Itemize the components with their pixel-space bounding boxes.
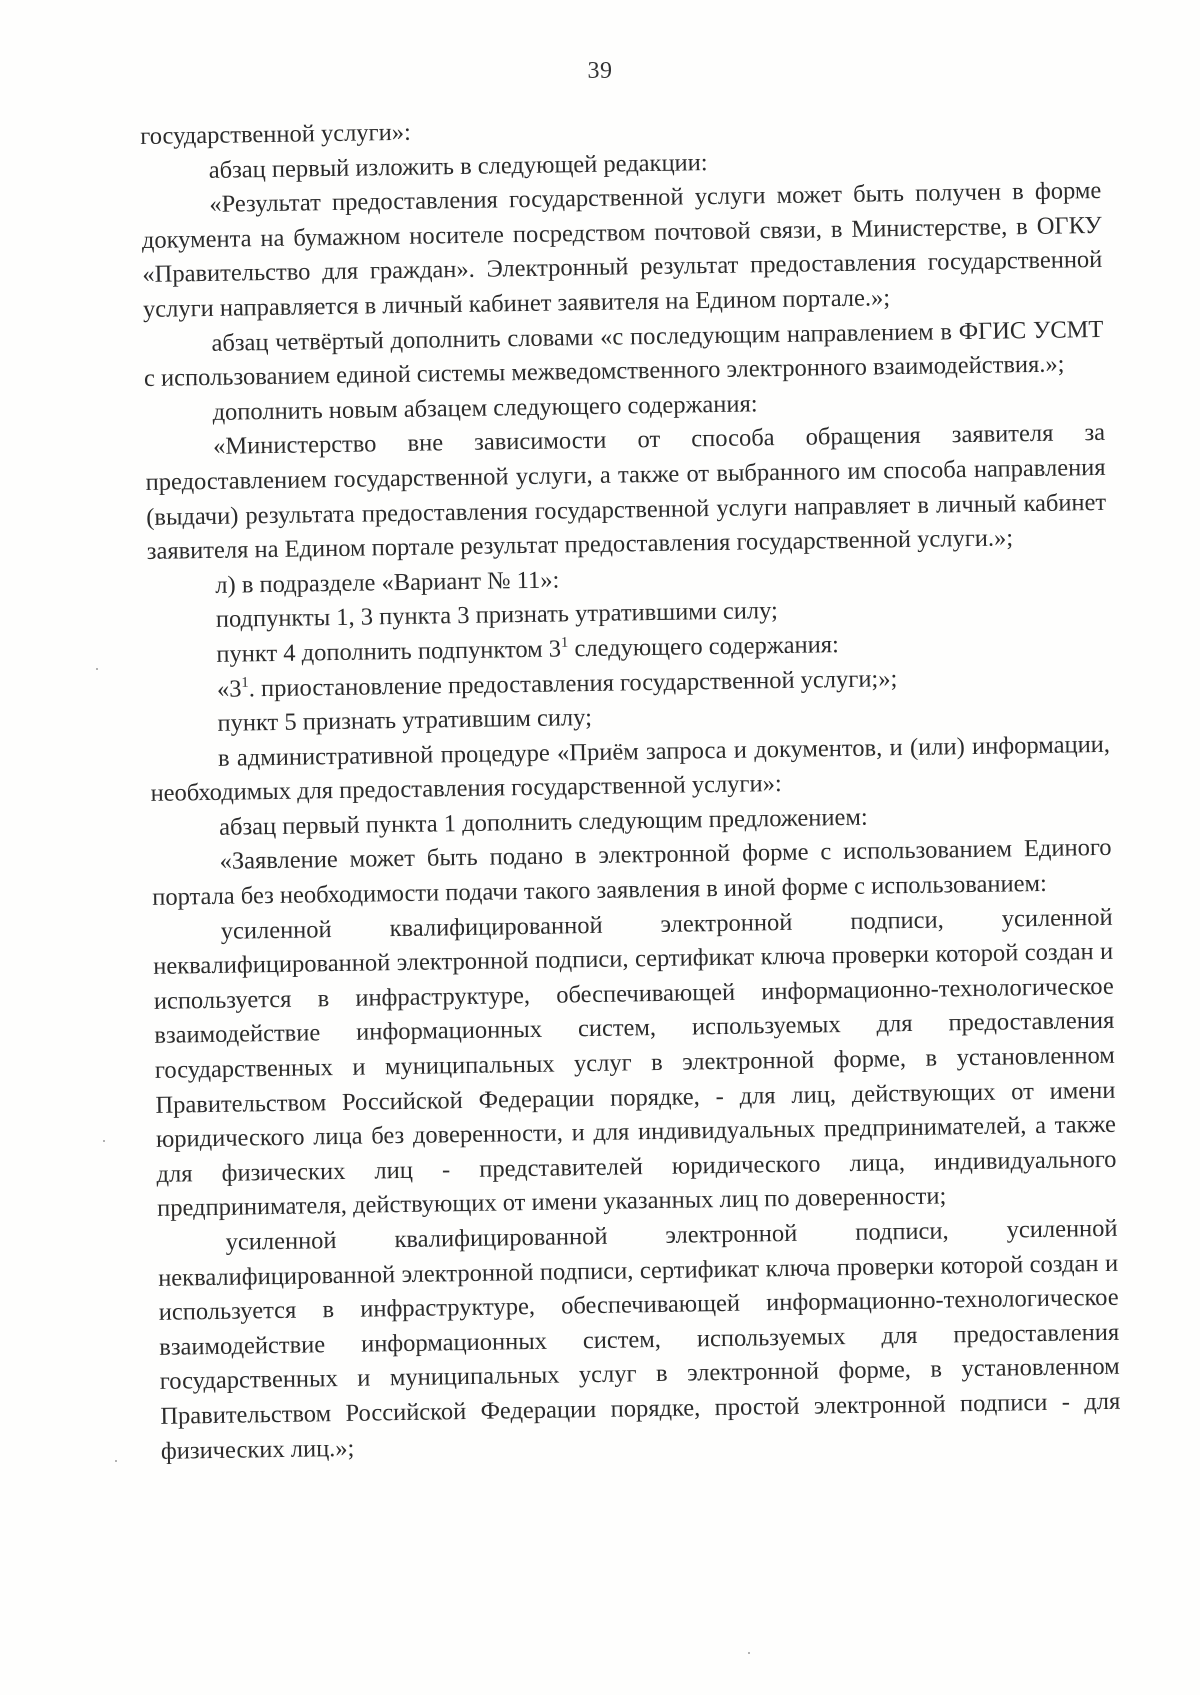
- paragraph: подпункты 1, 3 пункта 3 признать утратившими силу;: [215, 597, 779, 634]
- document-body: [140, 105, 1121, 1469]
- paragraph: абзац первый изложить в следующей редакции:: [208, 148, 708, 184]
- paragraph: абзац четвёртый дополнить словами «с последующим направлением в ФГИС УСМТ с использованием единой системы межведомственного электронного взаимодействия.»;: [143, 315, 1104, 393]
- scan-speck: [96, 668, 98, 670]
- paragraph: «Результат предоставления государственной услуги может быть получен в форме документа на бумажном носителе посредством почтовой связи, в Министерстве, в ОГКУ «Правительство для граждан». Электронный результат предоставления государственной услуги направляется в личный кабинет заявителя на Едином портале.»;: [141, 177, 1103, 323]
- paragraph: «Министерство вне зависимости от способа обращения заявителя за предоставлением государственной услуги, а также от выбранного им способа направления (выдачи) результата предоставления государственной услуги направляет в личный кабинет заявителя на Едином портале результат предоставления государственной услуги.»;: [145, 419, 1107, 566]
- text-run: «3: [216, 674, 242, 703]
- paragraph: усиленной квалифицированной электронной подписи, усиленной неквалифицированной электронной подписи, сертификат ключа проверки которой создан и используется в инфраструктуре, обеспечивающей информационно-технологическое взаимодействие информационных систем, используемых для предоставления государственных и муниципальных услуг в электронной форме, в установленном Правительством Российской Федерации порядке, простой электронной подписи - для физических лиц.»;: [157, 1214, 1121, 1465]
- paragraph: абзац первый пункта 1 дополнить следующим предложением:: [218, 803, 868, 841]
- text-run: следующего содержания:: [568, 630, 840, 663]
- paragraph: государственной услуги»:: [140, 118, 412, 150]
- paragraph: усиленной квалифицированной электронной подписи, усиленной неквалифицированной электронной подписи, сертификат ключа проверки которой создан и используется в инфраструктуре, обеспечивающей информационно-технологическое взаимодействие информационных систем, используемых для предоставления государственных и муниципальных услуг в электронной форме, в установленном Правительством Российской Федерации порядке, - для лиц, действующих от имени юридического лица без доверенности, и для индивидуальных предпринимателей, а также для физических лиц - представителей юридического лица, индивидуального предпринимателя, действующих от имени указанных лиц по доверенности;: [153, 903, 1117, 1223]
- paragraph: л) в подразделе «Вариант № 11»:: [215, 566, 560, 599]
- text-run: пункт 4 дополнить подпунктом 3: [216, 635, 562, 668]
- text-run: . приостановление предоставления государственной услуги;»;: [248, 664, 898, 702]
- superscript: 1: [241, 674, 249, 691]
- paragraph: «Заявление может быть подано в электронной форме с использованием Единого портала без необходимости подачи такого заявления в иной форме с использованием:: [152, 834, 1112, 911]
- page-number: 39: [587, 58, 613, 84]
- paragraph: в административной процедуре «Приём запроса и документов, и (или) информации, необходимых для предоставления государственной услуги»:: [150, 730, 1111, 808]
- scan-speck: [115, 1460, 117, 1462]
- superscript: 1: [560, 634, 569, 651]
- scan-speck: [748, 1652, 750, 1654]
- paragraph: пункт 5 признать утратившим силу;: [217, 704, 593, 737]
- paragraph: дополнить новым абзацем следующего содержания:: [212, 390, 758, 426]
- scan-speck: [103, 1140, 105, 1142]
